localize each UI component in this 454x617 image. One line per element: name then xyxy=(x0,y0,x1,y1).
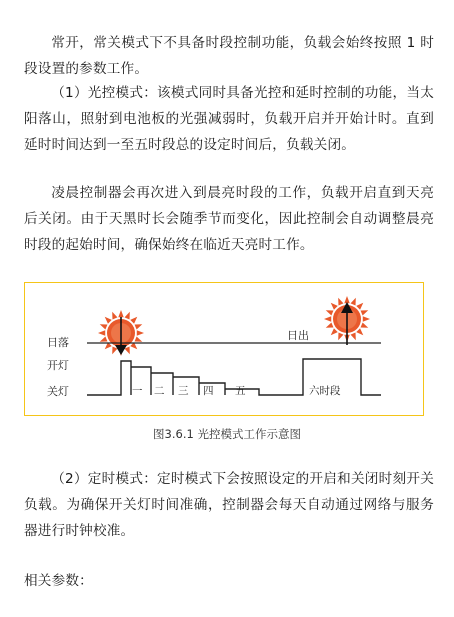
diagram-svg xyxy=(25,283,425,417)
sun-ray xyxy=(361,323,369,328)
sun-ray xyxy=(130,317,137,324)
sun-ray xyxy=(356,328,363,335)
paragraph-related-params: 相关参数： xyxy=(24,573,93,589)
sun-ray xyxy=(351,333,356,341)
sun-ray xyxy=(118,310,123,317)
sun-ray xyxy=(135,337,143,342)
sun-ray xyxy=(356,303,363,310)
sun-ray xyxy=(125,312,130,320)
sun-ray xyxy=(112,312,117,320)
sun-ray xyxy=(363,316,370,321)
sun-ray xyxy=(326,310,334,315)
segment-label-1: 一 xyxy=(132,385,143,397)
label-sunset: 日落 xyxy=(47,336,69,349)
paragraph-timer-mode: （2）定时模式：定时模式下会按照设定的开启和关闭时刻开关负载。为确保开关灯时间准确，控制器会每天自动通过网络与服务器进行时钟校准。 xyxy=(24,471,434,539)
figure-caption: 图3.6.1 光控模式工作示意图 xyxy=(153,427,301,441)
sun-ray xyxy=(326,323,334,328)
sun-ray xyxy=(98,330,105,335)
sun-ray xyxy=(100,337,108,342)
label-light-on: 开灯 xyxy=(47,359,69,372)
light-control-diagram xyxy=(24,282,424,416)
paragraph-morning-segment: 凌晨控制器会再次进入到晨亮时段的工作，负载开启直到天亮后关闭。由于天黑时长会随季节而变化，因此控制会自动调整晨亮时段的起始时间，确保始终在临近天亮时工作。 xyxy=(24,185,434,253)
sun-ray xyxy=(324,316,331,321)
sun-ray xyxy=(361,310,369,315)
segment-label-6: 六时段 xyxy=(309,385,341,397)
sun-ray xyxy=(100,324,108,329)
segment-label-4: 四 xyxy=(203,385,214,397)
sun-ray xyxy=(331,328,338,335)
paragraph-mode-intro: 常开，常关模式下不具备时段控制功能，负载会始终按照 1 时段设置的参数工作。 xyxy=(24,35,434,77)
sun-ray xyxy=(135,324,143,329)
sun-ray xyxy=(105,317,112,324)
segment-label-3: 三 xyxy=(178,385,189,397)
segment-label-5: 五 xyxy=(235,385,246,397)
sun-ray xyxy=(137,330,144,335)
sun-ray xyxy=(331,303,338,310)
label-light-off: 关灯 xyxy=(47,385,69,398)
paragraph-light-control-mode: （1）光控模式：该模式同时具备光控和延时控制的功能，当太阳落山，照射到电池板的光强减弱时，负载开启并开始计时。直到延时时间达到一至五时段总的设定时间后，负载关闭。 xyxy=(24,85,434,153)
label-sunrise: 日出 xyxy=(287,329,309,342)
segment-label-2: 二 xyxy=(154,385,165,397)
sun-ray xyxy=(338,333,343,341)
sun-ray xyxy=(351,298,356,306)
sun-ray xyxy=(338,298,343,306)
